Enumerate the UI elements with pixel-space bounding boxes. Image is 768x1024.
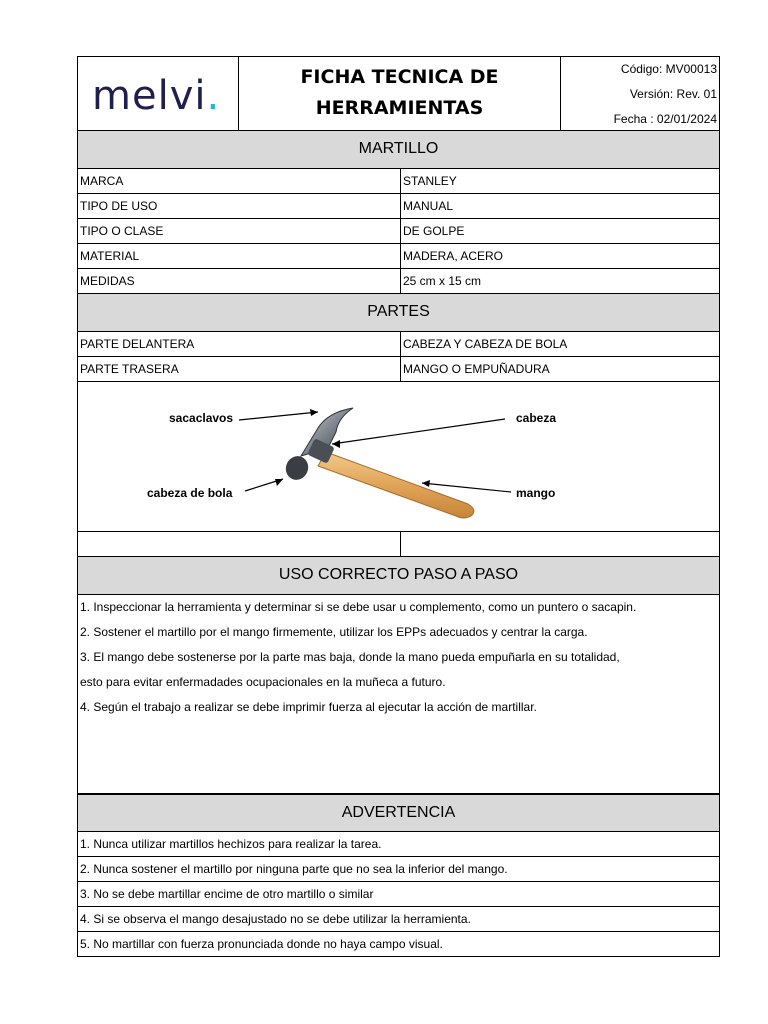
row-value: MADERA, ACERO xyxy=(400,244,503,268)
pointer-line xyxy=(332,419,505,444)
section-title-steps: USO CORRECTO PASO A PASO xyxy=(77,557,720,595)
row-key: TIPO DE USO xyxy=(80,199,158,213)
row-key: MARCA xyxy=(80,174,124,188)
warning-line: 5. No martillar con fuerza pronunciada donde no haya campo visual. xyxy=(77,932,720,957)
pointer-line xyxy=(422,483,511,492)
table-row xyxy=(77,194,720,219)
table-row xyxy=(77,357,720,382)
row-value: MANGO O EMPUÑADURA xyxy=(400,357,550,381)
empty-row xyxy=(77,532,720,557)
row-key: MEDIDAS xyxy=(80,274,135,288)
hammer-diagram xyxy=(77,382,720,532)
warning-line: 4. Si se observa el mango desajustado no se debe utilizar la herramienta. xyxy=(77,907,720,932)
label-mango: mango xyxy=(516,486,556,500)
title-line-2: HERRAMIENTAS xyxy=(315,97,484,119)
row-value: STANLEY xyxy=(400,169,457,193)
document-meta xyxy=(561,57,719,130)
arrow-head xyxy=(275,479,283,486)
pointer-line xyxy=(239,412,318,420)
row-value: MANUAL xyxy=(400,194,453,218)
steps-list xyxy=(77,595,720,794)
arrow-head xyxy=(332,440,340,448)
document-code: Código: MV00013 xyxy=(620,62,717,76)
hammer-illustration xyxy=(78,382,719,532)
row-key: PARTE TRASERA xyxy=(80,362,179,376)
table-row xyxy=(77,269,720,294)
row-key: TIPO O CLASE xyxy=(80,224,164,238)
row-value: CABEZA Y CABEZA DE BOLA xyxy=(400,332,567,356)
step-line: 3. El mango debe sostenerse por la parte mas baja, donde la mano pueda empuñarla en su totalidad, xyxy=(80,650,620,664)
step-line: 1. Inspeccionar la herramienta y determinar si se debe usar u complemento, como un puntero o sacapin. xyxy=(80,600,637,614)
section-title-tool: MARTILLO xyxy=(77,131,720,169)
step-line: 2. Sostener el martillo por el mango firmemente, utilizar los EPPs adecuados y centrar la carga. xyxy=(80,625,588,639)
step-line: esto para evitar enfermadades ocupacionales en la muñeca a futuro. xyxy=(80,675,446,689)
label-cabeza: cabeza xyxy=(516,411,557,425)
title-line-1: FICHA TECNICA DE xyxy=(300,66,499,88)
label-sacaclavos: sacaclavos xyxy=(169,411,234,425)
row-key: PARTE DELANTERA xyxy=(80,337,195,351)
header xyxy=(77,56,720,131)
tool-properties xyxy=(77,169,720,294)
document-date: Fecha : 02/01/2024 xyxy=(613,112,717,126)
section-title-warning: ADVERTENCIA xyxy=(77,794,720,832)
section-title-parts: PARTES xyxy=(77,294,720,332)
table-row xyxy=(77,219,720,244)
logo-cell xyxy=(78,57,239,130)
technical-sheet xyxy=(77,56,720,957)
label-cabeza-de-bola: cabeza de bola xyxy=(147,486,233,500)
logo-dot: . xyxy=(206,73,221,119)
row-value: DE GOLPE xyxy=(400,219,464,243)
document-title xyxy=(239,57,561,130)
warning-line: 2. Nunca sostener el martillo por ninguna parte que no sea la inferior del mango. xyxy=(77,857,720,882)
row-value xyxy=(400,532,403,556)
melvi-logo xyxy=(92,73,220,119)
row-key: MATERIAL xyxy=(80,249,140,263)
row-value: 25 cm x 15 cm xyxy=(400,269,481,293)
document-version: Versión: Rev. 01 xyxy=(629,87,717,101)
step-line: 4. Según el trabajo a realizar se debe imprimir fuerza al ejecutar la acción de martillar. xyxy=(80,700,537,714)
table-row xyxy=(77,244,720,269)
warning-line: 1. Nunca utilizar martillos hechizos para realizar la tarea. xyxy=(77,832,720,857)
hammer-handle xyxy=(318,452,474,518)
table-row xyxy=(77,169,720,194)
table-row xyxy=(77,332,720,357)
arrow-head xyxy=(422,480,430,487)
arrow-head xyxy=(310,409,318,416)
warning-line: 3. No se debe martillar encime de otro martillo o similar xyxy=(77,882,720,907)
logo-text: melvi xyxy=(92,73,207,119)
warning-list xyxy=(77,832,720,957)
